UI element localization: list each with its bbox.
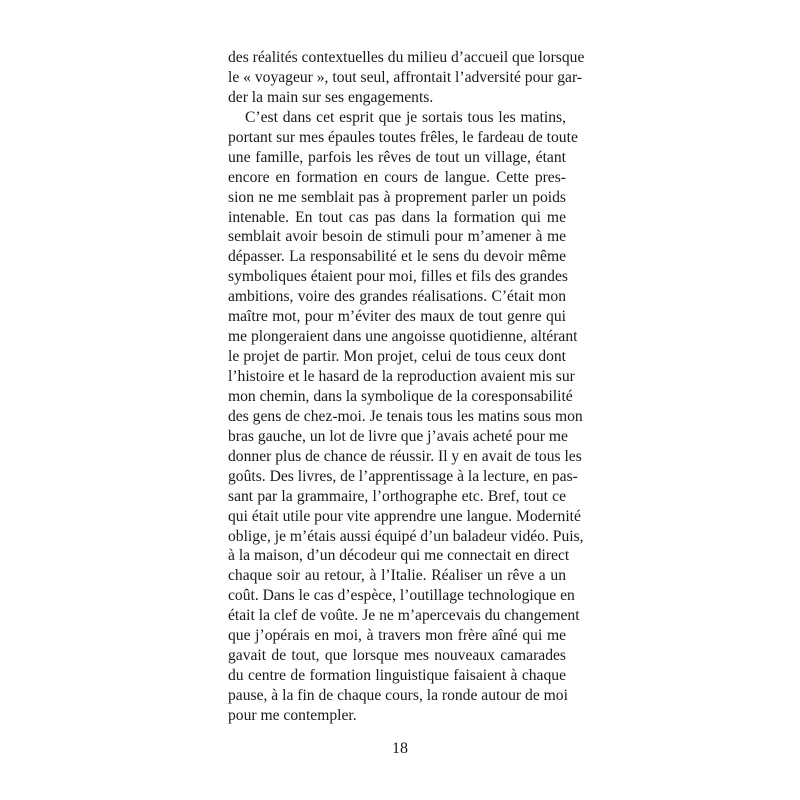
text-line: encore en formation en cours de langue. Cette pres-: [228, 168, 566, 186]
text-line: intenable. En tout cas pas dans la formation qui me: [228, 208, 566, 226]
text-line: goûts. Des livres, de l’apprentissage à la lecture, en pas-: [228, 467, 578, 485]
text-line: une famille, parfois les rêves de tout un village, étant: [228, 148, 566, 166]
text-line: dépasser. La responsabilité et le sens du devoir même: [228, 248, 566, 266]
text-line: donner plus de chance de réussir. Il y en avait de tous les: [228, 447, 582, 465]
text-line: gavait de tout, que lorsque mes nouveaux camarades: [228, 647, 566, 665]
page-number: 18: [392, 740, 408, 757]
text-line: qui était utile pour vite apprendre une langue. Modernité: [228, 507, 581, 525]
text-line: des gens de chez-moi. Je tenais tous les matins sous mon: [228, 407, 583, 425]
text-line: était la clef de voûte. Je ne m’apercevais du changement: [228, 607, 580, 625]
text-line: l’histoire et le hasard de la reproduction avaient mis sur: [228, 368, 575, 385]
text-line: mon chemin, dans la symbolique de la coresponsabilité: [228, 387, 573, 405]
text-line: symboliques étaient pour moi, filles et fils des grandes: [228, 268, 568, 286]
text-line: pour me contempler.: [228, 706, 357, 724]
text-line: sion ne me semblait pas à proprement parler un poids: [228, 188, 566, 206]
text-line: coût. Dans le cas d’espèce, l’outillage technologique en: [228, 587, 575, 605]
text-line: der la main sur ses engagements.: [228, 88, 434, 106]
paragraph-first-line: C’est dans cet esprit que je sortais tous les matins,: [245, 108, 566, 126]
text-line: sant par la grammaire, l’orthographe etc. Bref, tout ce: [228, 487, 566, 505]
body-text: [228, 48, 585, 726]
text-line: portant sur mes épaules toutes frêles, le fardeau de toute: [228, 128, 578, 146]
text-line: du centre de formation linguistique faisaient à chaque: [228, 667, 566, 685]
text-line: semblait avoir besoin de stimuli pour m’amener à me: [228, 228, 566, 246]
text-line: à la maison, d’un décodeur qui me connectait en direct: [228, 547, 570, 565]
text-line: le projet de partir. Mon projet, celui de tous ceux dont: [228, 348, 566, 366]
text-line: chaque soir au retour, à l’Italie. Réaliser un rêve a un: [228, 567, 566, 585]
text-line: le « voyageur », tout seul, affrontait l’adversité pour gar-: [228, 68, 583, 86]
text-line: me plongeraient dans une angoisse quotidienne, altérant: [228, 328, 578, 346]
text-line: oblige, je m’étais aussi équipé d’un baladeur vidéo. Puis,: [228, 527, 584, 545]
text-line: maître mot, pour m’éviter des maux de tout genre qui: [228, 308, 566, 326]
text-line: bras gauche, un lot de livre que j’avais acheté pour me: [228, 427, 568, 445]
text-line: que j’opérais en moi, à travers mon frère aîné qui me: [228, 627, 566, 645]
text-line: des réalités contextuelles du milieu d’accueil que lorsque: [228, 49, 585, 66]
text-line: ambitions, voire des grandes réalisations. C’était mon: [228, 288, 566, 306]
text-line: pause, à la fin de chaque cours, la ronde autour de moi: [228, 687, 568, 704]
